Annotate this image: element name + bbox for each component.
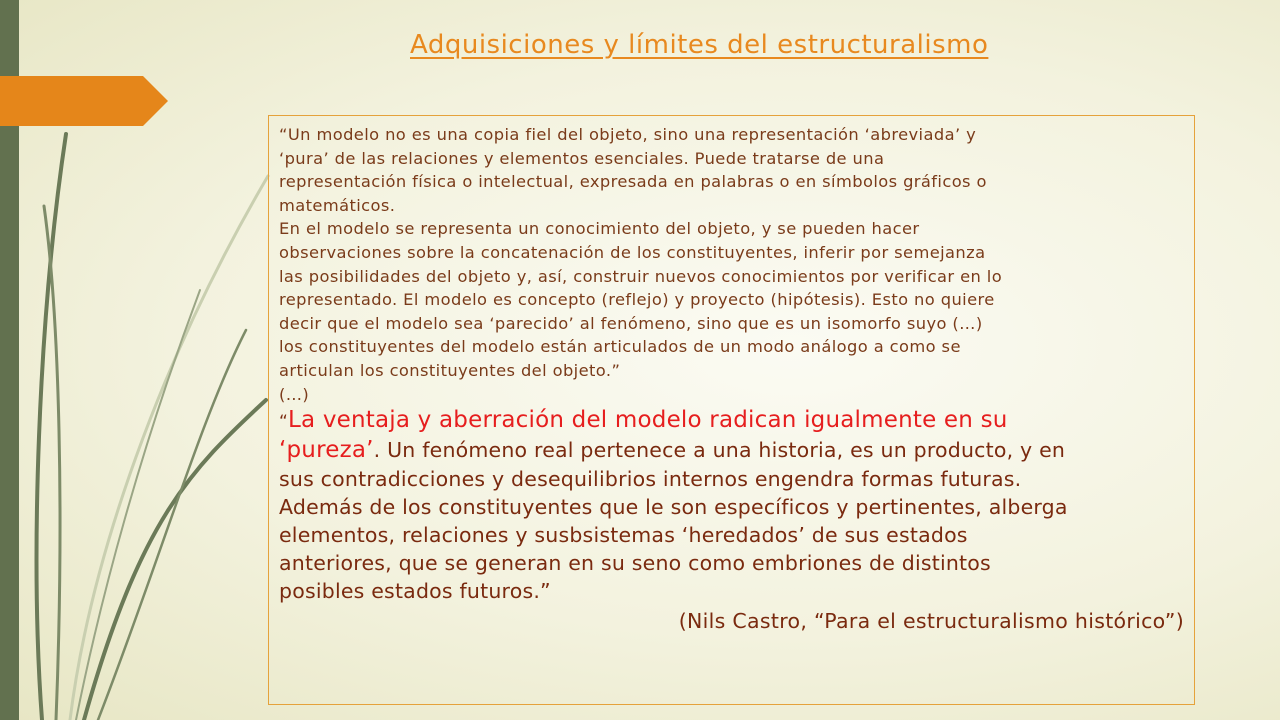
quote-line: Además de los constituyentes que le son específicos y pertinentes, alberga — [279, 494, 1068, 519]
quote-line: posibles estados futuros.” — [279, 579, 551, 604]
quote-line: matemáticos. — [279, 195, 396, 215]
leaf-stroke — [44, 206, 60, 720]
highlight-text: La ventaja y aberración del modelo radican igualmente en su — [288, 407, 1008, 434]
leaf-stroke — [70, 176, 268, 720]
quote-line: articulan los constituyentes del objeto.” — [279, 360, 621, 380]
quote-box — [268, 115, 1195, 705]
quote-line: las posibilidades del objeto y, así, construir nuevos conocimientos por verificar en lo — [279, 266, 1003, 286]
highlight-text: ‘pureza’ — [279, 437, 374, 464]
quote-line: representado. El modelo es concepto (reflejo) y proyecto (hipótesis). Esto no quiere — [279, 290, 995, 310]
leaf-stroke — [84, 400, 266, 720]
quote-line: En el modelo se representa un conocimiento del objeto, y se pueden hacer — [279, 219, 920, 239]
title-tab-marker — [0, 76, 168, 126]
leaf-stroke — [76, 290, 200, 720]
leaf-stroke — [98, 330, 246, 720]
quote-line: representación física o intelectual, expresada en palabras o en símbolos gráficos o — [279, 172, 987, 192]
citation: (Nils Castro, “Para el estructuralismo histórico”) — [678, 608, 1184, 633]
quote-line: anteriores, que se generan en su seno como embriones de distintos — [279, 551, 991, 576]
quote-line: elementos, relaciones y susbsistemas ‘heredados’ de sus estados — [279, 522, 968, 547]
leaf-stroke — [37, 134, 66, 720]
quote-ellipsis: (…) — [279, 384, 310, 404]
quote-line: “Un modelo no es una copia fiel del objeto, sino una representación ‘abreviada’ y — [279, 125, 977, 144]
quote-line: los constituyentes del modelo están articulados de un modo análogo a como se — [279, 337, 961, 357]
quote-line: . Un fenómeno real pertenece a una historia, es un producto, y en — [373, 438, 1066, 463]
quote-line: observaciones sobre la concatenación de los constituyentes, inferir por semejanza — [279, 242, 986, 262]
quote-paragraph — [279, 123, 1184, 406]
quote-line: ‘pura’ de las relaciones y elementos esenciales. Puede tratarse de una — [279, 148, 885, 168]
open-quote-mark: “ — [279, 412, 289, 433]
slide-title: Adquisiciones y límites del estructuralismo — [410, 30, 989, 60]
quote-line: decir que el modelo sea ‘parecido’ al fenómeno, sino que es un isomorfo suyo (…) — [279, 313, 983, 333]
highlight-paragraph — [279, 406, 1184, 605]
quote-line: sus contradicciones y desequilibrios internos engendra formas futuras. — [279, 466, 1022, 491]
